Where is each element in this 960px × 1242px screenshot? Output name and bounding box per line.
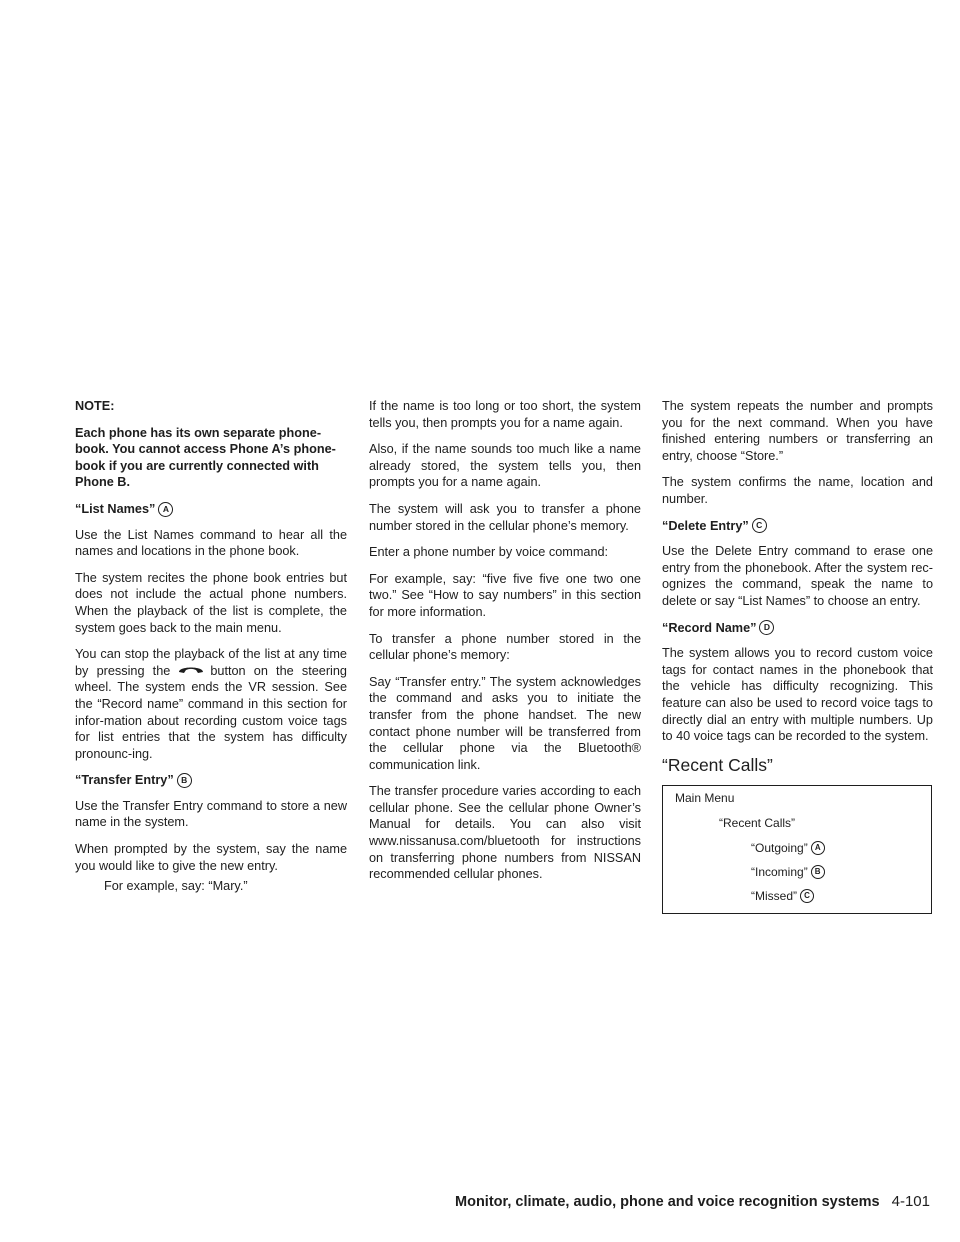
marker-b-icon: B [811,865,825,879]
marker-c-icon: C [800,889,814,903]
menu-item-label: “Missed” [751,888,798,903]
page-number: 4-101 [891,1193,930,1210]
list-names-heading-text: “List Names” [75,501,156,516]
column-1 [75,398,347,905]
menu-item-outgoing [751,840,825,857]
menu-item-label: “Outgoing” [751,840,808,855]
marker-a-icon: A [811,841,825,855]
marker-b-icon: B [177,773,192,788]
record-name-heading-text: “Record Name” [662,620,757,635]
column-3 [662,398,933,914]
col2-paragraph-4: Enter a phone number by voice command: [369,545,609,560]
marker-c-icon: C [752,518,767,533]
page-footer [455,1193,930,1210]
col2-paragraph-7: Say “Transfer entry.” The system acknowledges the command and asks you to initiate the transfer from the phone handset. The new contact phone number will be transferred from the cellular phone via the Bluetooth® communication link. [369,674,641,772]
transfer-entry-heading-text: “Transfer Entry” [75,773,174,788]
menu-item-label: “Incoming” [751,864,808,879]
menu-item-incoming [751,864,825,881]
record-name-heading [662,620,933,637]
menu-item-missed [751,888,814,905]
menu-root: Main Menu [675,790,735,805]
list-names-paragraph-1: Use the List Names command to hear all the names and locations in the phone book. [75,527,347,559]
phone-hangup-icon [178,664,204,674]
list-names-heading [75,501,347,518]
p3-after-icon: button on the steering wheel. The system ends the VR session. See the “Record name” command in this section for infor-mation about recording custom voice tags for list entries that the system has difficulty pronounc-ing. [75,663,347,761]
delete-entry-paragraph: Use the Delete Entry command to erase one entry from the phonebook. After the system rec-ognizes the command, speak the name to delete or say “List Names” to choose an entry. [662,544,933,608]
col3-paragraph-2: The system confirms the name, location and number. [662,475,933,506]
footer-title: Monitor, climate, audio, phone and voice recognition systems [455,1194,880,1210]
record-name-paragraph: The system allows you to record custom voice tags for contact names in the phonebook that the vehicle has difficulty recognizing. This feature can also be used to record voice tags to directly dial an entry with multiple numbers. Up to 40 voice tags can be recorded to the system. [662,646,933,744]
col2-paragraph-5: For example, say: “five five five one two one two.” See “How to say numbers” in this section for more information. [369,571,641,619]
note-label: NOTE: [75,399,115,413]
col3-paragraph-1: The system repeats the number and prompts you for the next command. When you have finished entering numbers or transferring an entry, choose “Store.” [662,399,933,463]
transfer-paragraph-1: Use the Transfer Entry command to store a new name in the system. [75,798,347,830]
marker-d-icon: D [759,620,774,635]
note-text: Each phone has its own separate phone-book. You cannot access Phone A’s phone-book if you are currently connected with Phone B. [75,425,336,490]
list-names-paragraph-3 [75,646,347,762]
transfer-paragraph-2: When prompted by the system, say the name you would like to give the new entry. [75,842,347,873]
list-names-paragraph-2: The system recites the phone book entries but does not include the actual phone numbers. When the playback of the list is complete, the system goes back to the main menu. [75,570,347,635]
col2-paragraph-1: If the name is too long or too short, the system tells you, then prompts you for a name again. [369,399,641,430]
p3-before-icon: You can stop the playback of the list at any time by pressing the [75,647,347,678]
marker-a-icon: A [158,502,173,517]
menu-recent-calls: “Recent Calls” [719,815,796,830]
transfer-entry-heading [75,772,347,789]
recent-calls-menu-tree [662,785,932,914]
delete-entry-heading [662,518,933,535]
recent-calls-title: “Recent Calls” [662,754,773,775]
transfer-example: For example, say: “Mary.” [104,879,248,894]
col2-paragraph-3: The system will ask you to transfer a phone number stored in the cellular phone’s memory. [369,501,641,533]
col2-paragraph-2: Also, if the name sounds too much like a name already stored, the system tells you, then prompts you for a name again. [369,442,641,490]
delete-entry-heading-text: “Delete Entry” [662,518,749,533]
column-2 [369,398,641,893]
col2-paragraph-6: To transfer a phone number stored in the cellular phone’s memory: [369,631,641,663]
col2-paragraph-8: The transfer procedure varies according to each cellular phone. See the cellular phone Owner’s Manual for details. You can also visit www.nissanusa.com/bluetooth for instructions on transferring phone numbers from NISSAN recommended cellular phones. [369,784,641,882]
